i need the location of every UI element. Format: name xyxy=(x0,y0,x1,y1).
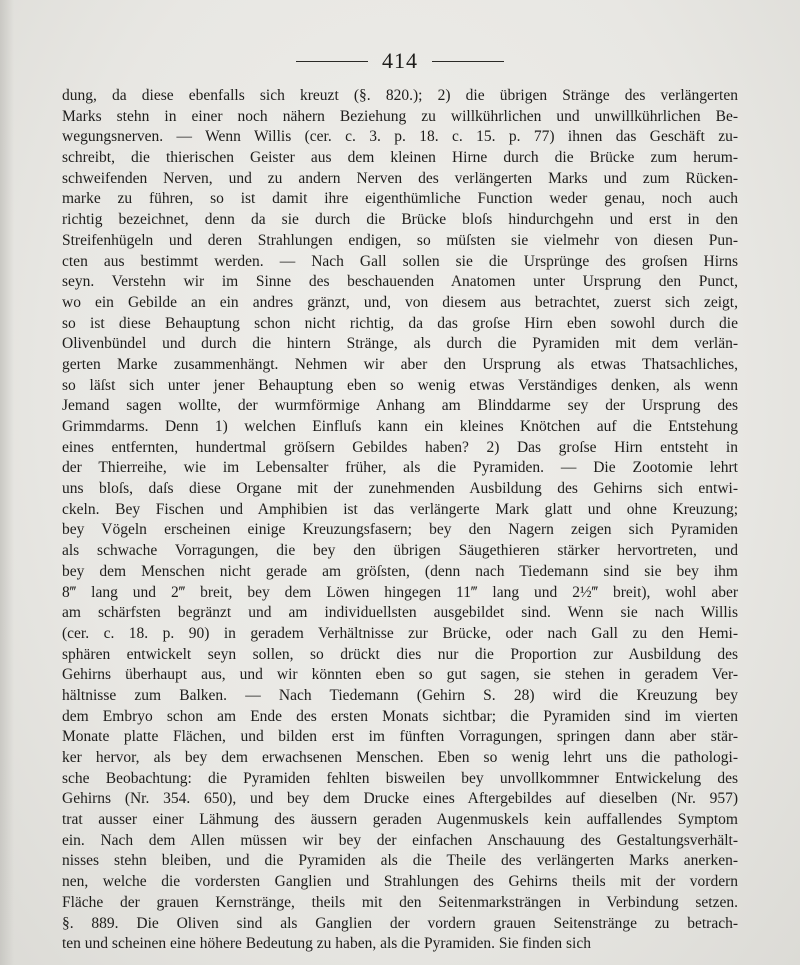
page-number: 414 xyxy=(382,48,418,73)
text-line: marke zu führen, so ist damit ihre eigenthümliche Function weder genau, noch auch xyxy=(62,190,738,208)
text-line: sphären entwickelt seyn sollen, so drückt dies nur die Proportion zur Ausbildung des xyxy=(62,645,738,663)
text-line: Grimmdarms. Denn 1) welchen Einfluſs kann ein kleines Knötchen auf die Entstehung xyxy=(62,418,738,435)
text-line: wegungsnerven. — Wenn Willis (cer. c. 3. p. 18. c. 15. p. 77) ihnen das Geschäft zu- xyxy=(62,128,738,146)
text-line: so ist diese Behauptung schon nicht richtig, da das groſse Hirn eben sowohl durch die xyxy=(62,314,738,332)
text-line: cten aus bestimmt werden. — Nach Gall sollen sie die Ursprünge des groſsen Hirns xyxy=(62,252,738,270)
header-rule-left xyxy=(296,61,368,62)
text-line: Jemand sagen wollte, der wurmförmige Anhang am Blinddarme sey der Ursprung des xyxy=(62,397,738,415)
text-line: ten und scheinen eine höhere Bedeutung zu haben, als die Pyramiden. Sie finden sich xyxy=(62,935,591,953)
body-text xyxy=(62,86,738,955)
text-line: der Thierreihe, wie im Lebensalter früher, als die Pyramiden. — Die Zootomie lehrt xyxy=(62,459,738,477)
text-line: ker hervor, als bey dem erwachsenen Menschen. Eben so wenig lehrt uns die pathologi- xyxy=(62,749,738,766)
text-line: bey dem Menschen nicht gerade am gröſsten, (denn nach Tiedemann sind sie bey ihm xyxy=(62,562,738,580)
text-line: Marks stehn in einer noch nähern Beziehung zu willkührlichen und unwillkührlichen Be- xyxy=(62,107,738,125)
text-line: richtig bezeichnet, denn da sie durch die Brücke bloſs hindurchgehn und erst in den xyxy=(62,211,738,229)
text-line: (cer. c. 18. p. 90) in geradem Verhältnisse zur Brücke, oder nach Gall zu den Hemi- xyxy=(62,624,738,642)
text-line: ein. Nach dem Allen müssen wir bey der einfachen Anschauung des Gestaltungsverhält- xyxy=(62,831,738,849)
text-line: bey Vögeln erscheinen einige Kreuzungsfasern; bey den Nagern zeigen sich Pyramiden xyxy=(62,521,738,539)
text-line: trat ausser einer Lähmung des äussern geraden Augenmuskels kein auffallendes Symptom xyxy=(62,811,738,829)
page-header xyxy=(0,48,800,74)
text-line: nisses stehn bleiben, und die Pyramiden als die Theile des verlängerten Marks anerken- xyxy=(62,852,738,870)
text-line: gerten Marke zusammenhängt. Nehmen wir aber den Ursprung als etwas Thatsachliches, xyxy=(62,355,738,373)
text-line: Fläche der grauen Kernstränge, theils mit den Seitenmarksträngen in Verbindung setzen. xyxy=(62,893,738,911)
text-line: 8‴ lang und 2‴ breit, bey dem Löwen hingegen 11‴ lang und 2½‴ breit), wohl aber xyxy=(62,583,738,601)
text-line: am schärfsten begränzt und am individuellsten ausgebildet sind. Wenn sie nach Willis xyxy=(62,604,738,622)
text-line: Olivenbündel und durch die hintern Stränge, als durch die Pyramiden mit dem verlän- xyxy=(62,335,738,353)
text-line: eines entfernten, hundertmal gröſsern Gebildes haben? 2) Das groſse Hirn entsteht in xyxy=(62,438,738,456)
text-line: schreibt, die thierischen Geister aus dem kleinen Hirne durch die Brücke zum herum- xyxy=(62,149,738,167)
text-line: dung, da diese ebenfalls sich kreuzt (§. 820.); 2) die übrigen Stränge des verlängerten xyxy=(62,87,738,104)
text-line: Gehirns überhaupt aus, und wir könnten eben so gut sagen, sie stehen in geradem Ver- xyxy=(62,666,738,684)
text-line: seyn. Verstehn wir im Sinne des beschauenden Anatomen unter Ursprung den Punct, xyxy=(62,273,738,291)
text-line: §. 889. Die Oliven sind als Ganglien der vordern grauen Seitenstränge zu betrach- xyxy=(62,914,738,932)
text-line: hältnisse zum Balken. — Nach Tiedemann (Gehirn S. 28) wird die Kreuzung bey xyxy=(62,686,738,704)
header-rule-right xyxy=(432,61,504,62)
text-line: nen, welche die vordersten Ganglien und Strahlungen des Gehirns theils mit der vordern xyxy=(62,873,738,891)
text-line: Monate platte Flächen, und bilden erst im fünften Vorragungen, springen dann aber stär- xyxy=(62,728,738,746)
text-line: als schwache Vorragungen, die bey den übrigen Säugethieren stärker hervortreten, und xyxy=(62,542,738,560)
text-line: ckeln. Bey Fischen und Amphibien ist das verlängerte Mark glatt und ohne Kreuzung; xyxy=(62,500,738,518)
text-line: uns bloſs, daſs diese Organe mit der zunehmenden Ausbildung des Gehirns sich entwi- xyxy=(62,480,738,498)
text-line: Gehirns (Nr. 354. 650), und bey dem Drucke eines Aftergebildes auf dieselben (Nr. 957) xyxy=(62,790,738,808)
text-line: so läſst sich unter jener Behauptung eben so wenig etwas Verständiges denken, als wenn xyxy=(62,376,738,394)
text-line: schweifenden Nerven, und zu andern Nerven des verlängerten Marks und zum Rücken- xyxy=(62,169,738,187)
text-line: sche Beobachtung: die Pyramiden fehlten bisweilen bey unvollkommner Entwickelung des xyxy=(62,769,738,787)
text-line: Streifenhügeln und deren Strahlungen endigen, so müſsten sie vielmehr von diesen Pun- xyxy=(62,231,738,249)
text-line: dem Embryo schon am Ende des ersten Monats sichtbar; die Pyramiden sind im vierten xyxy=(62,707,738,725)
text-line: wo ein Gebilde an ein andres gränzt, und, von diesem aus betrachtet, zuerst sich zeigt, xyxy=(62,293,738,311)
